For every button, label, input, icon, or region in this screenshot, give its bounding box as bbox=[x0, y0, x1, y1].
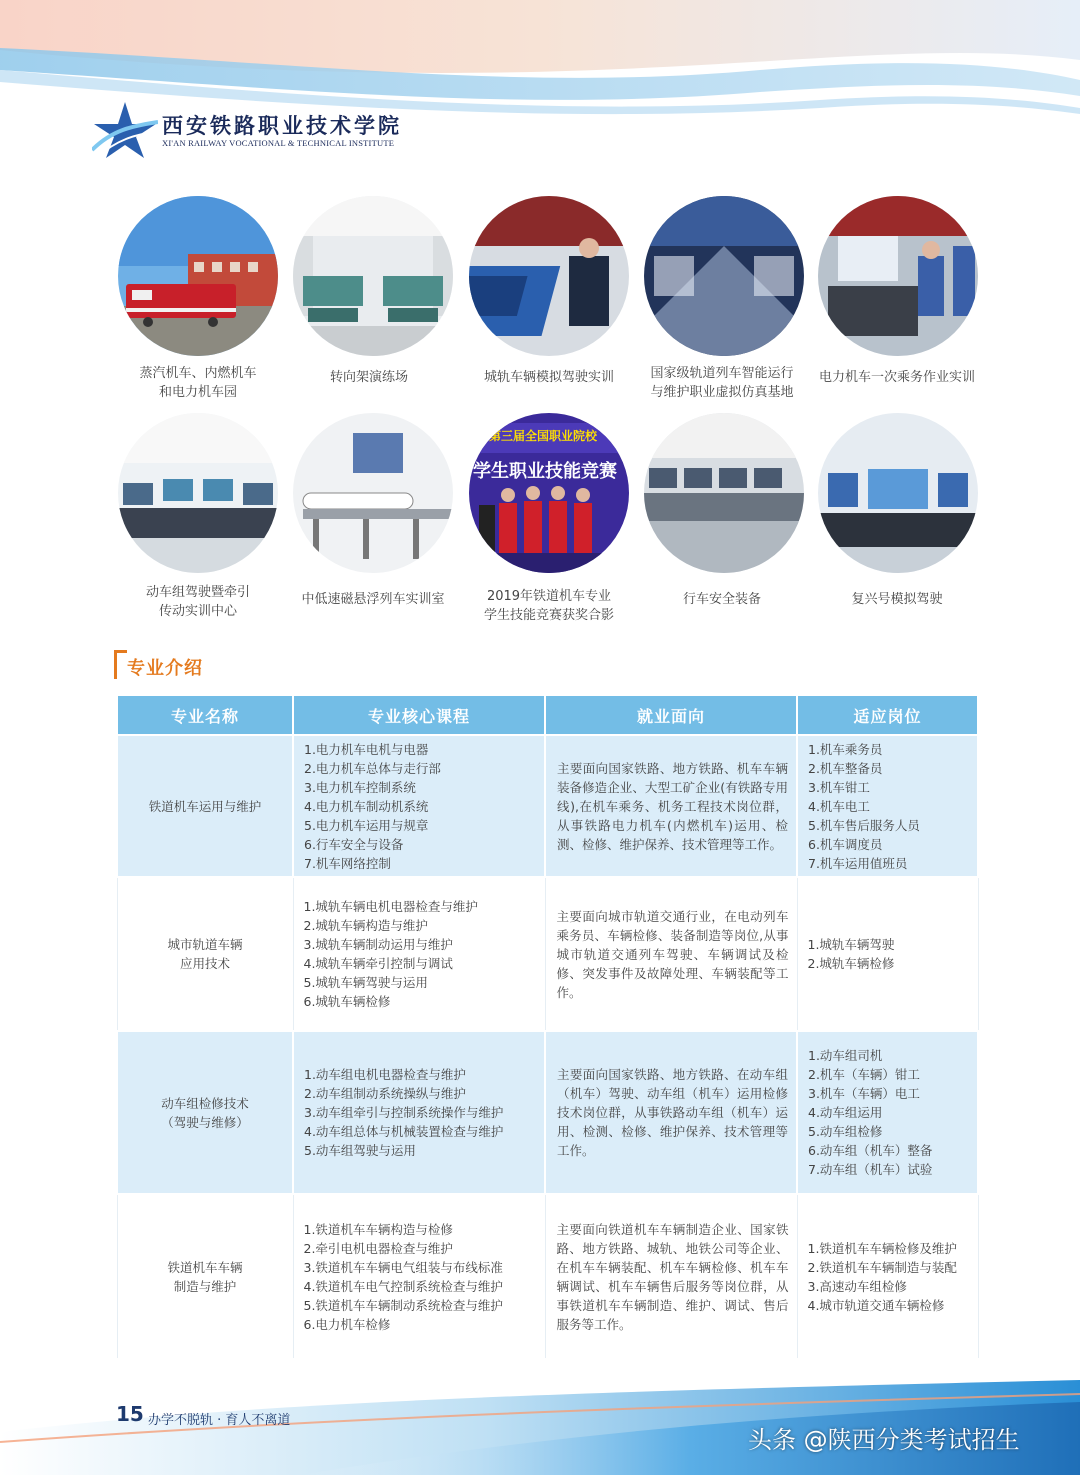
banner-line-1: 第三届全国职业院校 bbox=[489, 429, 598, 443]
photo-emu-traction-center bbox=[118, 413, 278, 573]
photo-metro-simulator bbox=[469, 196, 629, 356]
table-header-row bbox=[117, 696, 978, 735]
caption-metro-simulator: 城轨车辆模拟驾驶实训 bbox=[483, 370, 614, 385]
caption-maglev-lab: 中低速磁悬浮列车实训室 bbox=[301, 592, 445, 607]
employment-text: 主要面向城市轨道交通行业，在电动列车乘务员、车辆检修、装备制造等岗位,从事城市轨道交通列车驾驶、车辆调试及检修、突发事件及故障处理、车辆装配等工作。 bbox=[545, 877, 797, 1031]
page-number: 15 bbox=[116, 1402, 144, 1426]
caption-fuxing-simulator: 复兴号模拟驾驶 bbox=[851, 592, 943, 607]
photo-maglev-lab bbox=[293, 413, 453, 573]
major-name: 铁道机车运用与维护 bbox=[117, 735, 293, 877]
majors-table bbox=[116, 696, 979, 1360]
job-list: 1.机车乘务员 2.机车整备员 3.机车钳工 4.机车电工 5.机车售后服务人员 6.机车调度员 7.机车运用值班员 bbox=[797, 735, 978, 877]
logo-chinese-name: 西安铁路职业技术学院 bbox=[162, 113, 402, 138]
photo-competition-group bbox=[469, 413, 629, 573]
school-logo bbox=[92, 100, 402, 164]
caption-virtual-simulation-base: 国家级轨道列车智能运行 与维护职业虚拟仿真基地 bbox=[650, 366, 794, 400]
course-list: 1.动车组电机电器检查与维护 2.动车组制动系统操纵与维护 3.动车组牵引与控制系统操作与维护 4.动车组总体与机械装置检查与维护 5.动车组驾驶与运用 bbox=[293, 1031, 545, 1194]
bracket-icon bbox=[114, 650, 127, 679]
logo-english-name: XI'AN RAILWAY VOCATIONAL & TECHNICAL INSTITUTE bbox=[162, 138, 395, 148]
major-name: 铁道机车车辆 制造与维护 bbox=[117, 1194, 293, 1359]
header-core-courses: 专业核心课程 bbox=[293, 696, 545, 735]
star-logo-icon bbox=[92, 100, 158, 160]
caption-locomotive-park: 蒸汽机车、内燃机车 和电力机车园 bbox=[139, 366, 257, 400]
major-name: 城市轨道车辆 应用技术 bbox=[117, 877, 293, 1031]
employment-text: 主要面向国家铁路、地方铁路、在动车组（机车）驾驶、动车组（机车）运用检修技术岗位群，从事铁路动车组（机车）运用、检测、检修、维护保养、技术管理等工作。 bbox=[545, 1031, 797, 1194]
banner-line-2: 学生职业技能竞赛 bbox=[473, 461, 617, 482]
job-list: 1.城轨车辆驾驶 2.城轨车辆检修 bbox=[797, 877, 978, 1031]
photo-locomotive-crew-training bbox=[818, 196, 978, 356]
caption-competition-group: 2019年铁道机车专业 学生技能竞赛获奖合影 bbox=[483, 589, 614, 623]
watermark-text: 头条 @陕西分类考试招生 bbox=[748, 1426, 1020, 1454]
photo-fuxing-simulator bbox=[818, 413, 978, 573]
caption-bogie-practice: 转向架演练场 bbox=[329, 370, 408, 385]
photo-bogie-practice bbox=[293, 196, 453, 356]
footer-slogan: 办学不脱轨 · 育人不离道 bbox=[148, 1413, 291, 1428]
employment-text: 主要面向铁道机车车辆制造企业、国家铁路、地方铁路、城轨、地铁公司等企业、在机车车辆装配、机车车辆检修、机车车辆调试、机车车辆售后服务等岗位群，从事铁道机车车辆制造、维护、调试、售后服务等工作。 bbox=[545, 1194, 797, 1359]
caption-safety-equipment: 行车安全装备 bbox=[682, 592, 761, 607]
job-list: 1.铁道机车车辆检修及维护 2.铁道机车车辆制造与装配 3.高速动车组检修 4.城市轨道交通车辆检修 bbox=[797, 1194, 978, 1359]
caption-locomotive-crew-training: 电力机车一次乘务作业实训 bbox=[818, 370, 975, 385]
header-employment: 就业面向 bbox=[545, 696, 797, 735]
caption-emu-traction-center: 动车组驾驶暨牵引 传动实训中心 bbox=[145, 585, 250, 619]
job-list: 1.动车组司机 2.机车（车辆）钳工 3.机车（车辆）电工 4.动车组运用 5.动车组检修 6.动车组（机车）整备 7.动车组（机车）试验 bbox=[797, 1031, 978, 1194]
employment-text: 主要面向国家铁路、地方铁路、机车车辆装备修造企业、大型工矿企业(有铁路专用线),在机车乘务、机务工程技术岗位群，从事铁路电力机车(内燃机车)运用、检测、检修、维护保养、技术管理等工作。 bbox=[545, 735, 797, 877]
photo-locomotive-park bbox=[118, 196, 278, 356]
photo-virtual-simulation-base bbox=[644, 196, 804, 356]
table-row bbox=[117, 877, 978, 1031]
header-jobs: 适应岗位 bbox=[797, 696, 978, 735]
photo-safety-equipment bbox=[644, 413, 804, 573]
course-list: 1.电力机车电机与电器 2.电力机车总体与走行部 3.电力机车控制系统 4.电力机车制动机系统 5.电力机车运用与规章 6.行车安全与设备 7.机车网络控制 bbox=[293, 735, 545, 877]
table-row bbox=[117, 735, 978, 877]
table-row bbox=[117, 1031, 978, 1194]
course-list: 1.铁道机车车辆构造与检修 2.牵引电机电器检查与维护 3.铁道机车车辆电气组装与布线标准 4.铁道机车电气控制系统检查与维护 5.铁道机车车辆制动系统检查与维护 6.电力机车检修 bbox=[293, 1194, 545, 1359]
course-list: 1.城轨车辆电机电器检查与维护 2.城轨车辆构造与维护 3.城轨车辆制动运用与维护 4.城轨车辆牵引控制与调试 5.城轨车辆驾驶与运用 6.城轨车辆检修 bbox=[293, 877, 545, 1031]
header-major-name: 专业名称 bbox=[117, 696, 293, 735]
table-row bbox=[117, 1194, 978, 1359]
major-name: 动车组检修技术 （驾驶与维修） bbox=[117, 1031, 293, 1194]
